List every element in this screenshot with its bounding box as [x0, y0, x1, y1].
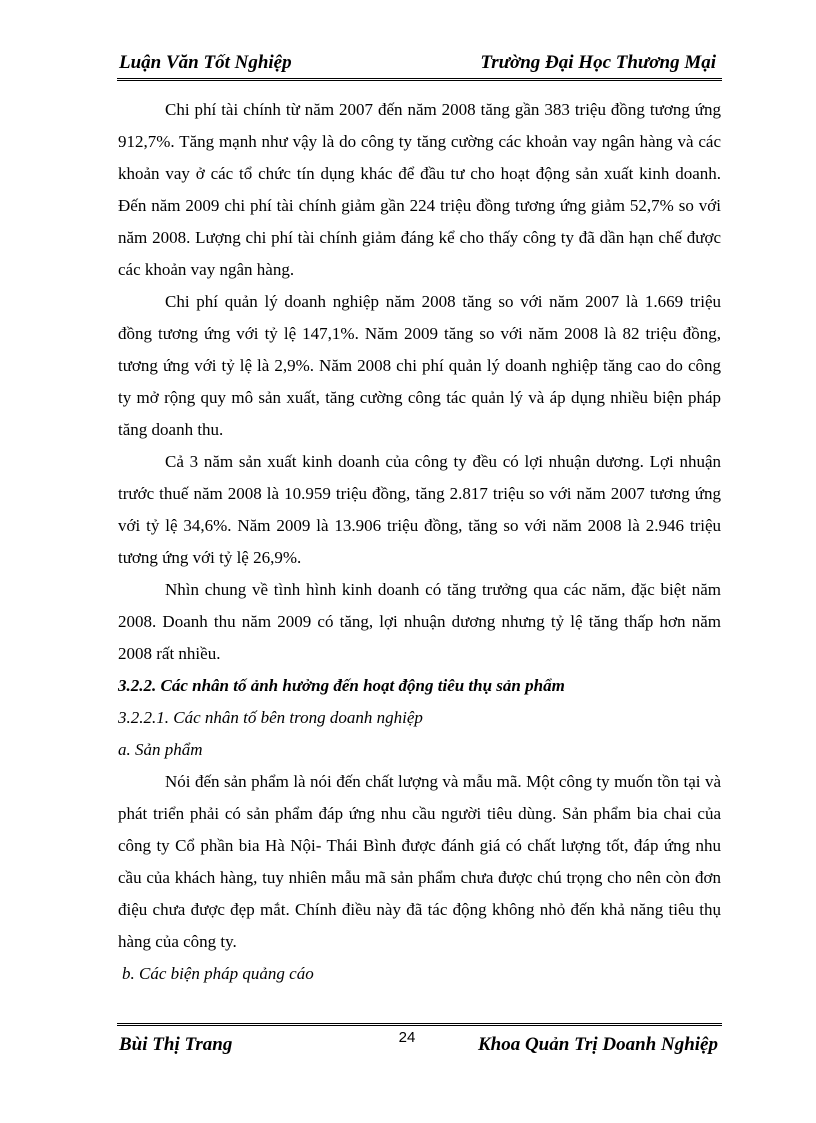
paragraph-financial-cost: Chi phí tài chính từ năm 2007 đến năm 2008 tăng gần 383 triệu đồng tương ứng 912,7%. Tăng mạnh như vậy là do công ty tăng cường các khoản vay ngân hàng và các khoản vay ở các tổ chức tín dụng khác để đầu tư cho hoạt động sản xuất kinh doanh. Đến năm 2009 chi phí tài chính giảm gần 224 triệu đồng tương ứng giảm 52,7% so với năm 2008. Lượng chi phí tài chính giảm đáng kể cho thấy công ty đã dần hạn chế được các khoản vay ngân hàng. [118, 100, 721, 279]
heading-3-2-2-1: 3.2.2.1. Các nhân tố bên trong doanh nghiệp [118, 708, 423, 727]
heading-3-2-2: 3.2.2. Các nhân tố ảnh hưởng đến hoạt động tiêu thụ sản phẩm [118, 676, 565, 695]
heading-a-product: a. Sản phẩm [118, 740, 203, 759]
paragraph-profit: Cả 3 năm sản xuất kinh doanh của công ty đều có lợi nhuận dương. Lợi nhuận trước thuế năm 2008 là 10.959 triệu đồng, tăng 2.817 triệu so với năm 2007 tương ứng với tỷ lệ 34,6%. Năm 2009 là 13.906 triệu đồng, tăng so với năm 2008 là 2.946 triệu tương ứng với tỷ lệ 26,9%. [118, 452, 721, 567]
page-number: 24 [398, 1029, 416, 1046]
document-body [118, 94, 721, 990]
paragraph-management-cost: Chi phí quản lý doanh nghiệp năm 2008 tăng so với năm 2007 là 1.669 triệu đồng tương ứng với tỷ lệ 147,1%. Năm 2009 tăng so với năm 2008 là 82 triệu đồng, tương ứng với tỷ lệ là 2,9%. Năm 2008 chi phí quản lý doanh nghiệp tăng cao do công ty mở rộng quy mô sản xuất, tăng cường công tác quản lý và áp dụng nhiều biện pháp tăng doanh thu. [118, 292, 721, 439]
page-header [117, 48, 722, 81]
paragraph-summary: Nhìn chung về tình hình kinh doanh có tăng trưởng qua các năm, đặc biệt năm 2008. Doanh thu năm 2009 có tăng, lợi nhuận dương nhưng tỷ lệ tăng thấp hơn năm 2008 rất nhiều. [118, 580, 721, 663]
footer-author: Bùi Thị Trang [119, 1034, 233, 1055]
paragraph-product: Nói đến sản phẩm là nói đến chất lượng và mẫu mã. Một công ty muốn tồn tại và phát triển phải có sản phẩm đáp ứng nhu cầu người tiêu dùng. Sản phẩm bia chai của công ty Cổ phần bia Hà Nội- Thái Bình được đánh giá có chất lượng tốt, đáp ứng nhu cầu của khách hàng, tuy nhiên mẫu mã sản phẩm chưa được chú trọng cho nên còn đơn điệu chưa được đẹp mắt. Chính điều này đã tác động không nhỏ đến khả năng tiêu thụ hàng của công ty. [118, 772, 721, 951]
page-footer [117, 1023, 722, 1066]
footer-faculty: Khoa Quản Trị Doanh Nghiệp [477, 1034, 718, 1055]
header-thesis-title: Luận Văn Tốt Nghiệp [119, 52, 292, 73]
header-university: Trường Đại Học Thương Mại [480, 52, 716, 73]
heading-b-advertising: b. Các biện pháp quảng cáo [122, 964, 314, 983]
